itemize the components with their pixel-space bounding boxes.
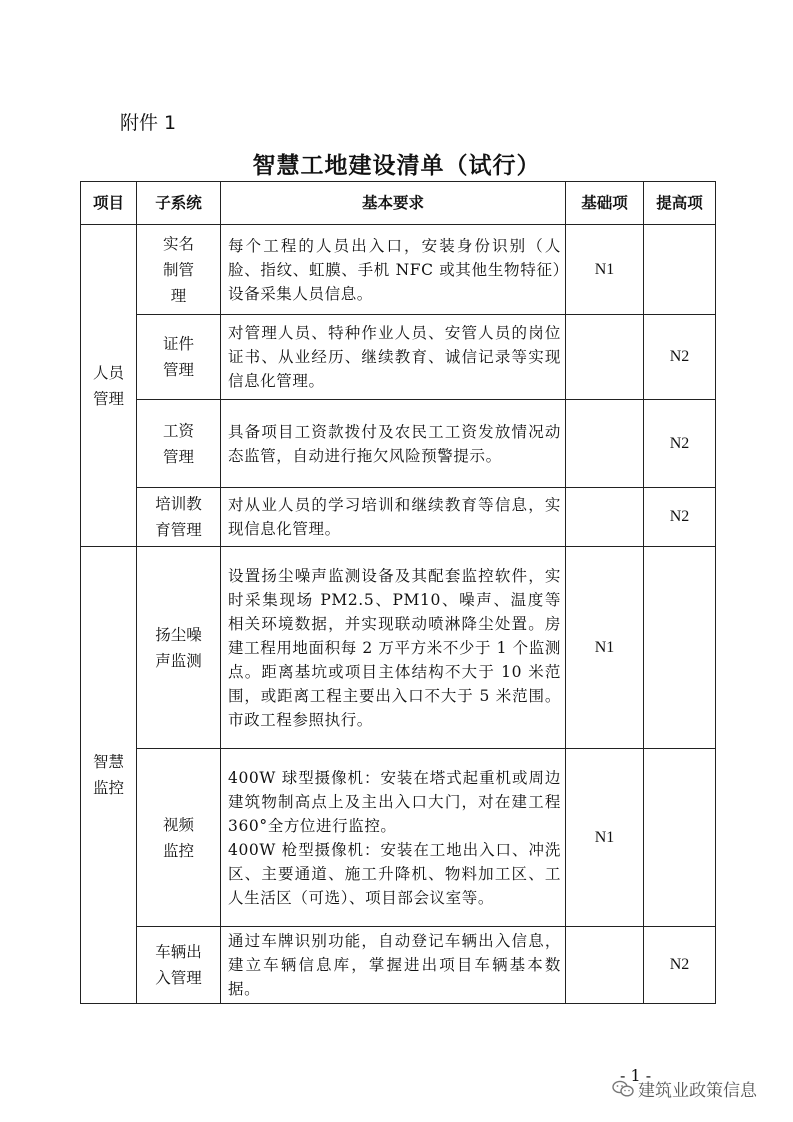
- page-number: - 1 -: [620, 1066, 652, 1085]
- table-row: [81, 488, 716, 547]
- col-header-project: 项目: [81, 182, 137, 225]
- subsystem-label: 视频监控: [162, 815, 194, 860]
- table-header-row: [81, 182, 716, 225]
- advanced-cell: N2: [644, 400, 716, 488]
- subsystem-cell: [137, 225, 221, 315]
- subsystem-cell: [137, 927, 221, 1004]
- table-row: [81, 547, 716, 749]
- table-row: [81, 225, 716, 315]
- advanced-cell: [644, 225, 716, 315]
- col-header-basic: 基础项: [566, 182, 644, 225]
- advanced-cell: [644, 547, 716, 749]
- basic-cell: [566, 315, 644, 400]
- requirement-cell: 具备项目工资款拨付及农民工工资发放情况动态监管，自动进行拖欠风险预警提示。: [221, 400, 566, 488]
- subsystem-label: 实名制管理: [162, 234, 194, 305]
- project-label: 人员管理: [92, 363, 124, 408]
- subsystem-cell: [137, 400, 221, 488]
- subsystem-label: 车辆出入管理: [155, 943, 202, 987]
- subsystem-label: 扬尘噪声监测: [155, 625, 202, 670]
- basic-cell: [566, 927, 644, 1004]
- table-row: [81, 315, 716, 400]
- document-title: 智慧工地建设清单（试行）: [252, 153, 541, 179]
- requirement-cell: 对管理人员、特种作业人员、安管人员的岗位证书、从业经历、继续教育、诚信记录等实现信息化管理。: [221, 315, 566, 400]
- requirement-cell: 设置扬尘噪声监测设备及其配套监控软件，实时采集现场 PM2.5、PM10、噪声、温度等相关环境数据，并实现联动喷淋降尘处置。房建工程用地面积每 2 万平方米不少于 1 个监测点。距离基坑或项目主体结构不大于 10 米范围，或距离工程主要出入口不大于 5 米范围。市政工程参照执行。: [221, 547, 566, 749]
- subsystem-cell: [137, 315, 221, 400]
- attachment-label: 附件 1: [120, 112, 177, 134]
- requirement-cell: 400W 球型摄像机：安装在塔式起重机或周边建筑物制高点上及主出入口大门，对在建工程 360°全方位进行监控。 400W 枪型摄像机：安装在工地出入口、冲洗区、主要通道、施工升降机、物料加工区、工人生活区（可选）、项目部会议室等。: [221, 749, 566, 927]
- col-header-advanced: 提高项: [644, 182, 716, 225]
- subsystem-cell: [137, 547, 221, 749]
- project-cell: [81, 547, 137, 1004]
- basic-cell: [566, 400, 644, 488]
- subsystem-label: 工资管理: [162, 421, 194, 466]
- table-row: [81, 400, 716, 488]
- advanced-cell: [644, 749, 716, 927]
- advanced-cell: N2: [644, 927, 716, 1004]
- subsystem-cell: [137, 488, 221, 547]
- basic-cell: N1: [566, 225, 644, 315]
- subsystem-cell: [137, 749, 221, 927]
- project-label: 智慧监控: [92, 753, 124, 797]
- watermark: [612, 1076, 757, 1101]
- construction-checklist-table: [80, 181, 716, 1004]
- subsystem-label: 证件管理: [162, 335, 194, 379]
- subsystem-label: 培训教育管理: [155, 495, 202, 539]
- requirement-cell: 通过车牌识别功能，自动登记车辆出入信息，建立车辆信息库，掌握进出项目车辆基本数据。: [221, 927, 566, 1004]
- watermark-text: 建筑业政策信息: [638, 1081, 757, 1101]
- basic-cell: [566, 488, 644, 547]
- advanced-cell: N2: [644, 315, 716, 400]
- basic-cell: N1: [566, 749, 644, 927]
- basic-cell: N1: [566, 547, 644, 749]
- project-cell: [81, 225, 137, 547]
- col-header-requirement: 基本要求: [221, 182, 566, 225]
- requirement-cell: 每个工程的人员出入口，安装身份识别（人脸、指纹、虹膜、手机 NFC 或其他生物特征）设备采集人员信息。: [221, 225, 566, 315]
- col-header-subsystem: 子系统: [137, 182, 221, 225]
- table-row: [81, 927, 716, 1004]
- wechat-icon: [612, 1080, 634, 1098]
- table-row: [81, 749, 716, 927]
- requirement-cell: 对从业人员的学习培训和继续教育等信息，实现信息化管理。: [221, 488, 566, 547]
- advanced-cell: N2: [644, 488, 716, 547]
